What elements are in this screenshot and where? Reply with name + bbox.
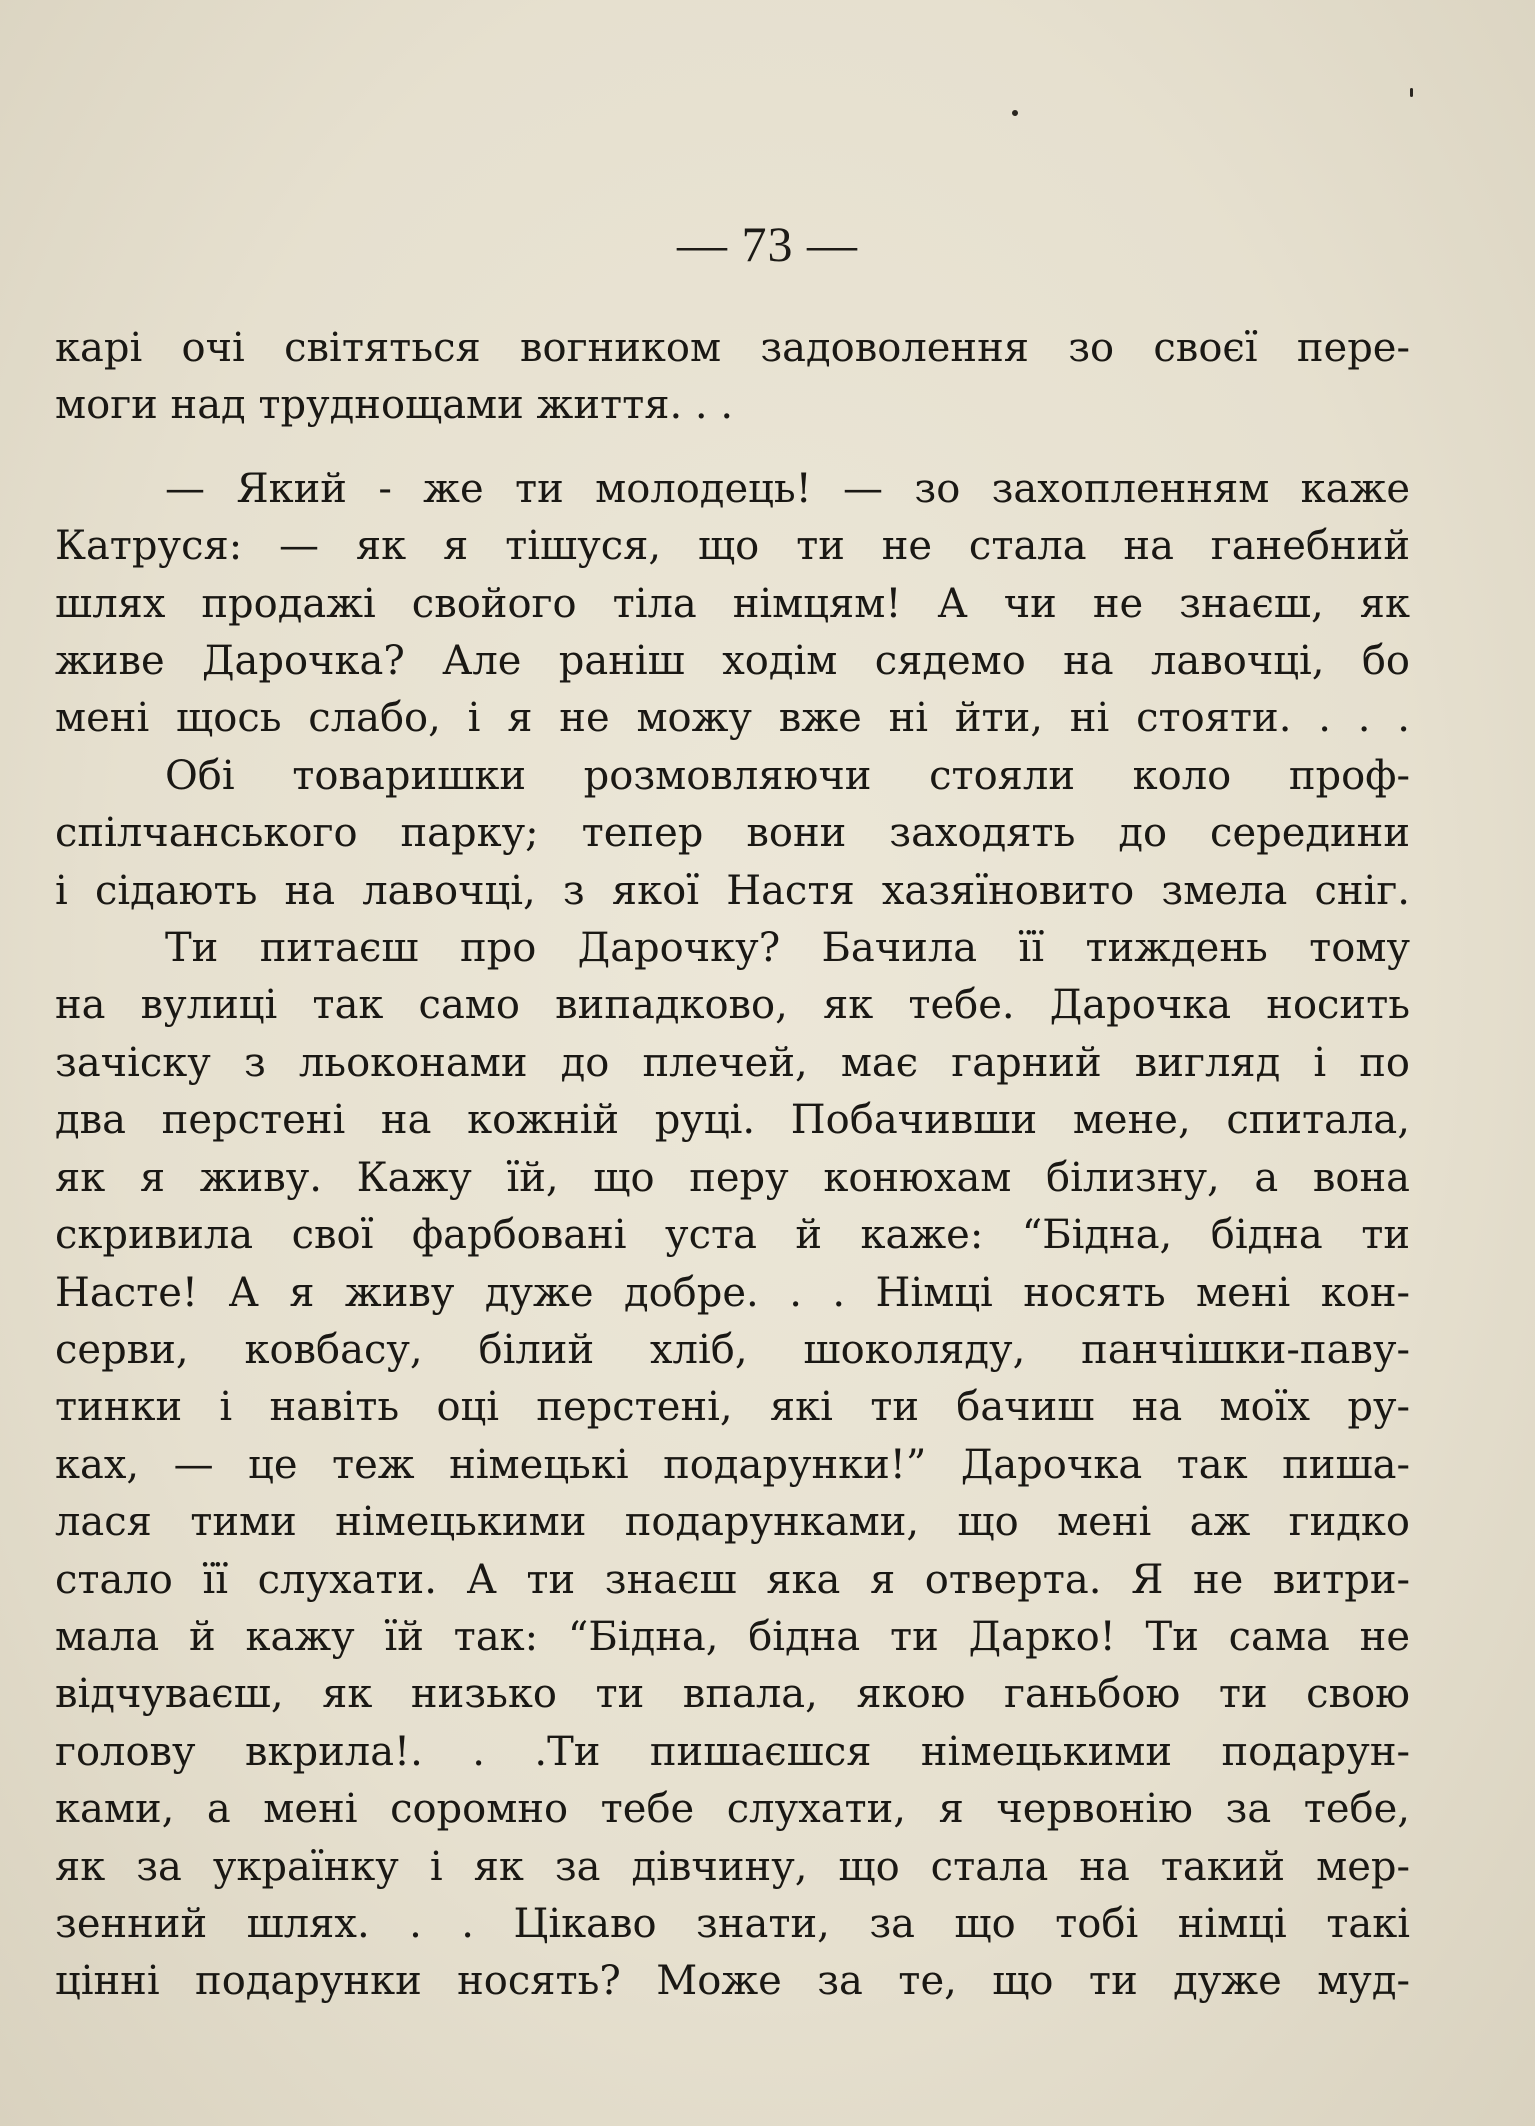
- text-line: стало її слухати. А ти знаєш яка я отверта. Я не витри-: [55, 1556, 1410, 1603]
- text-line: два перстені на кожній руці. Побачивши мене, спитала,: [55, 1097, 1410, 1144]
- paragraph: [55, 320, 1410, 435]
- paragraph: [55, 748, 1410, 920]
- text-line: Ти питаєш про Дарочку? Бачила її тиждень тому: [165, 925, 1410, 972]
- ink-speck: [1012, 110, 1018, 116]
- text-line: зачіску з льоконами до плечей, має гарний вигляд і по: [55, 1039, 1410, 1086]
- text-line: як за українку і як за дівчину, що стала на такий мер-: [55, 1843, 1410, 1890]
- text-line: серви, ковбасу, білий хліб, шоколяду, панчішки-паву-: [55, 1326, 1410, 1373]
- text-line: скривила свої фарбовані уста й каже: “Бідна, бідна ти: [55, 1212, 1410, 1259]
- text-line: шлях продажі свойого тіла німцям! А чи не знаєш, як: [55, 580, 1410, 627]
- text-line: спілчанського парку; тепер вони заходять до середини: [55, 810, 1410, 857]
- text-line: мені щось слабо, і я не можу вже ні йти, ні стояти. . . .: [55, 695, 1410, 742]
- paragraph: [55, 461, 1410, 748]
- text-line: цінні подарунки носять? Може за те, що ти дуже муд-: [55, 1958, 1410, 2005]
- text-line: голову вкрила!. . .Ти пишаєшся німецькими подарун-: [55, 1728, 1410, 1775]
- text-line: зенний шлях. . . Цікаво знати, за що тобі німці такі: [55, 1900, 1410, 1947]
- text-line: відчуваєш, як низько ти впала, якою ганьбою ти свою: [55, 1671, 1410, 1718]
- text-line: Катруся: — як я тішуся, що ти не стала на ганебний: [55, 523, 1410, 570]
- text-line: на вулиці так само випадково, як тебе. Дарочка носить: [55, 982, 1410, 1029]
- paragraph: [55, 920, 1410, 2011]
- text-line: ками, а мені соромно тебе слухати, я червонію за тебе,: [55, 1786, 1410, 1833]
- text-line: лася тими німецькими подарунками, що мені аж гидко: [55, 1499, 1410, 1546]
- body-text: [55, 320, 1410, 2011]
- page-number: — 73 —: [677, 216, 858, 272]
- text-line: — Який - же ти молодець! — зо захопленням каже: [165, 465, 1410, 512]
- text-line: як я живу. Кажу їй, що перу конюхам білизну, а вона: [55, 1154, 1410, 1201]
- text-line: Обі товаришки розмовляючи стояли коло проф-: [165, 752, 1410, 799]
- text-line: ках, — це теж німецькі подарунки!” Дарочка так пиша-: [55, 1441, 1410, 1488]
- ink-speck: [1410, 88, 1413, 97]
- text-line: карі очі світяться вогником задоволення зо своєї пере-: [55, 325, 1410, 371]
- text-line: Насте! А я живу дуже добре. . . Німці носять мені кон-: [55, 1269, 1410, 1316]
- text-line: живе Дарочка? Але раніш ходім сядемо на лавочці, бо: [55, 638, 1410, 685]
- text-line: тинки і навіть оці перстені, які ти бачиш на моїх ру-: [55, 1384, 1410, 1431]
- text-line: моги над труднощами життя. . .: [55, 382, 734, 429]
- text-line: і сідають на лавочці, з якої Настя хазяїновито змела сніг.: [55, 867, 1410, 914]
- text-line: мала й кажу їй так: “Бідна, бідна ти Дарко! Ти сама не: [55, 1613, 1410, 1660]
